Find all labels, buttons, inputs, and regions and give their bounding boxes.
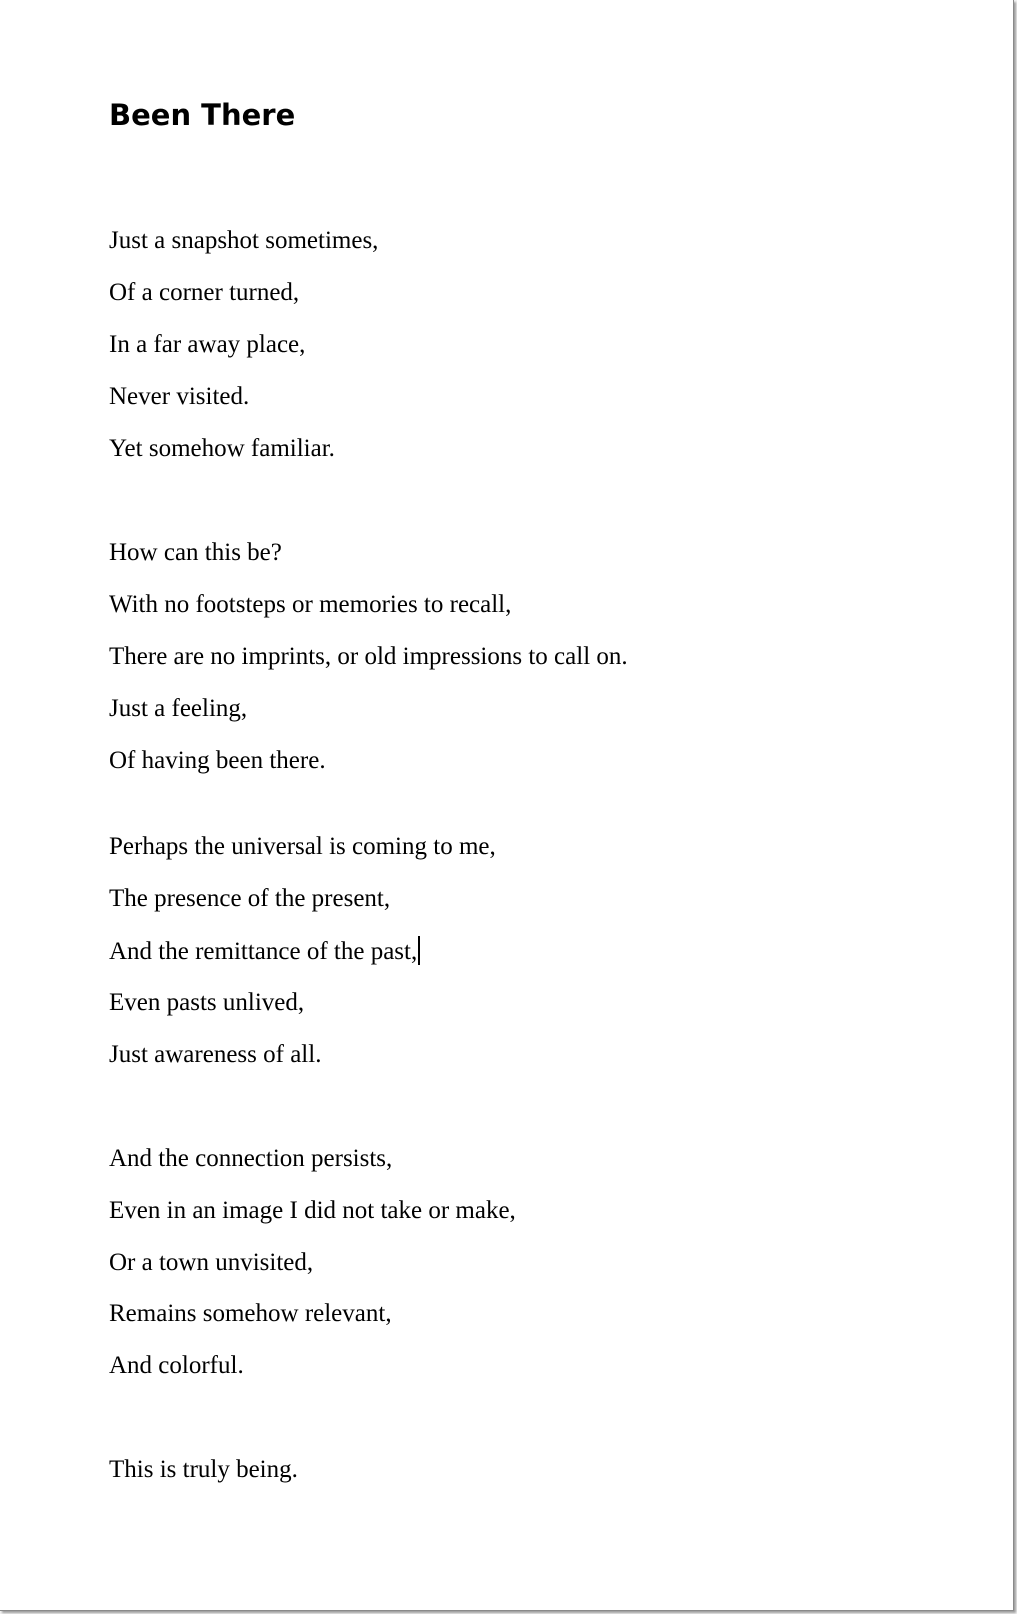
poem-line: There are no imprints, or old impressions to call on. bbox=[109, 643, 628, 670]
poem-line-with-cursor bbox=[109, 936, 420, 967]
poem-line: Just a snapshot sometimes, bbox=[109, 227, 379, 254]
poem-line: Of having been there. bbox=[109, 747, 326, 774]
poem-line: Remains somehow relevant, bbox=[109, 1300, 392, 1327]
poem-line: With no footsteps or memories to recall, bbox=[109, 591, 512, 618]
poem-line: How can this be? bbox=[109, 539, 282, 566]
poem-line: Even in an image I did not take or make, bbox=[109, 1197, 516, 1224]
poem-line: Just a feeling, bbox=[109, 695, 248, 722]
poem-line: Yet somehow familiar. bbox=[109, 435, 335, 462]
poem-body[interactable] bbox=[109, 0, 969, 1611]
poem-line: Never visited. bbox=[109, 383, 250, 410]
poem-line: In a far away place, bbox=[109, 331, 306, 358]
poem-line: Of a corner turned, bbox=[109, 279, 300, 306]
poem-line: Or a town unvisited, bbox=[109, 1249, 314, 1276]
poem-line: Even pasts unlived, bbox=[109, 989, 305, 1016]
poem-line: Perhaps the universal is coming to me, bbox=[109, 833, 496, 860]
poem-line: And the connection persists, bbox=[109, 1145, 393, 1172]
text-cursor bbox=[418, 936, 420, 965]
poem-line: This is truly being. bbox=[109, 1456, 298, 1483]
poem-title: Been There bbox=[109, 98, 296, 132]
poem-line: Just awareness of all. bbox=[109, 1041, 322, 1068]
poem-line: The presence of the present, bbox=[109, 885, 391, 912]
poem-line: And the remittance of the past, bbox=[109, 938, 418, 965]
poem-line: And colorful. bbox=[109, 1352, 244, 1379]
